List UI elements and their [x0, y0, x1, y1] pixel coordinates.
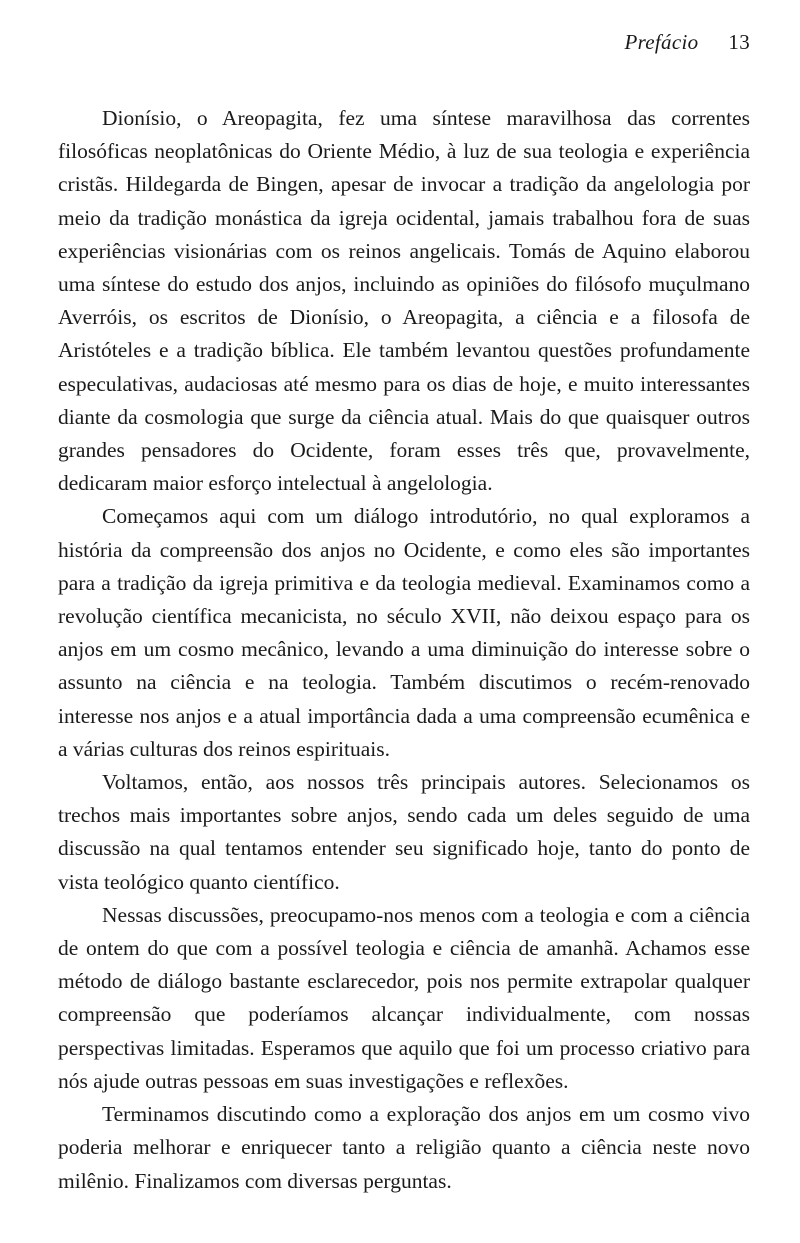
paragraph-3: Voltamos, então, aos nossos três principais autores. Selecionamos os trechos mais importantes sobre anjos, sendo cada um deles seguido de uma discussão na qual tentamos entender seu significado hoje, tanto do ponto de vista teológico quanto científico. [58, 770, 750, 894]
body-text [58, 102, 750, 1198]
paragraph-5: Terminamos discutindo como a exploração dos anjos em um cosmo vivo poderia melhorar e enriquecer tanto a religião quanto a ciência neste novo milênio. Finalizamos com diversas perguntas. [58, 1102, 750, 1193]
section-title: Prefácio [624, 30, 699, 54]
page-number: 13 [728, 30, 750, 54]
paragraph-1: Dionísio, o Areopagita, fez uma síntese maravilhosa das correntes filosóficas neoplatônicas do Oriente Médio, à luz de sua teologia e experiência cristãs. Hildegarda de Bingen, apesar de invocar a tradição da angelologia por meio da tradição monástica da igreja ocidental, jamais trabalhou fora de suas experiências visionárias com os reinos angelicais. Tomás de Aquino elaborou uma síntese do estudo dos anjos, incluindo as opiniões do filósofo muçulmano Averróis, os escritos de Dionísio, o Areopagita, a ciência e a filosofa de Aristóteles e a tradição bíblica. Ele também levantou questões profundamente especulativas, audaciosas até mesmo para os dias de hoje, e muito interessantes diante da cosmologia que surge da ciência atual. Mais do que quaisquer outros grandes pensadores do Ocidente, foram esses três que, provavelmente, dedicaram maior esforço intelectual à angelologia. [58, 106, 750, 496]
running-header [624, 30, 750, 55]
paragraph-4: Nessas discussões, preocupamo-nos menos com a teologia e com a ciência de ontem do que com a possível teologia e ciência de amanhã. Achamos esse método de diálogo bastante esclarecedor, pois nos permite extrapolar qualquer compreensão que poderíamos alcançar individualmente, com nossas perspectivas limitadas. Esperamos que aquilo que foi um processo criativo para nós ajude outras pessoas em suas investigações e reflexões. [58, 902, 750, 1093]
paragraph-2: Começamos aqui com um diálogo introdutório, no qual exploramos a história da compreensão dos anjos no Ocidente, e como eles são importantes para a tradição da igreja primitiva e da teologia medieval. Examinamos como a revolução científica mecanicista, no século XVII, não deixou espaço para os anjos em um cosmo mecânico, levando a uma diminuição do interesse sobre o assunto na ciência e na teologia. Também discutimos o recém-renovado interesse nos anjos e a atual importância dada a uma compreensão ecumênica e a várias culturas dos reinos espirituais. [58, 504, 750, 761]
